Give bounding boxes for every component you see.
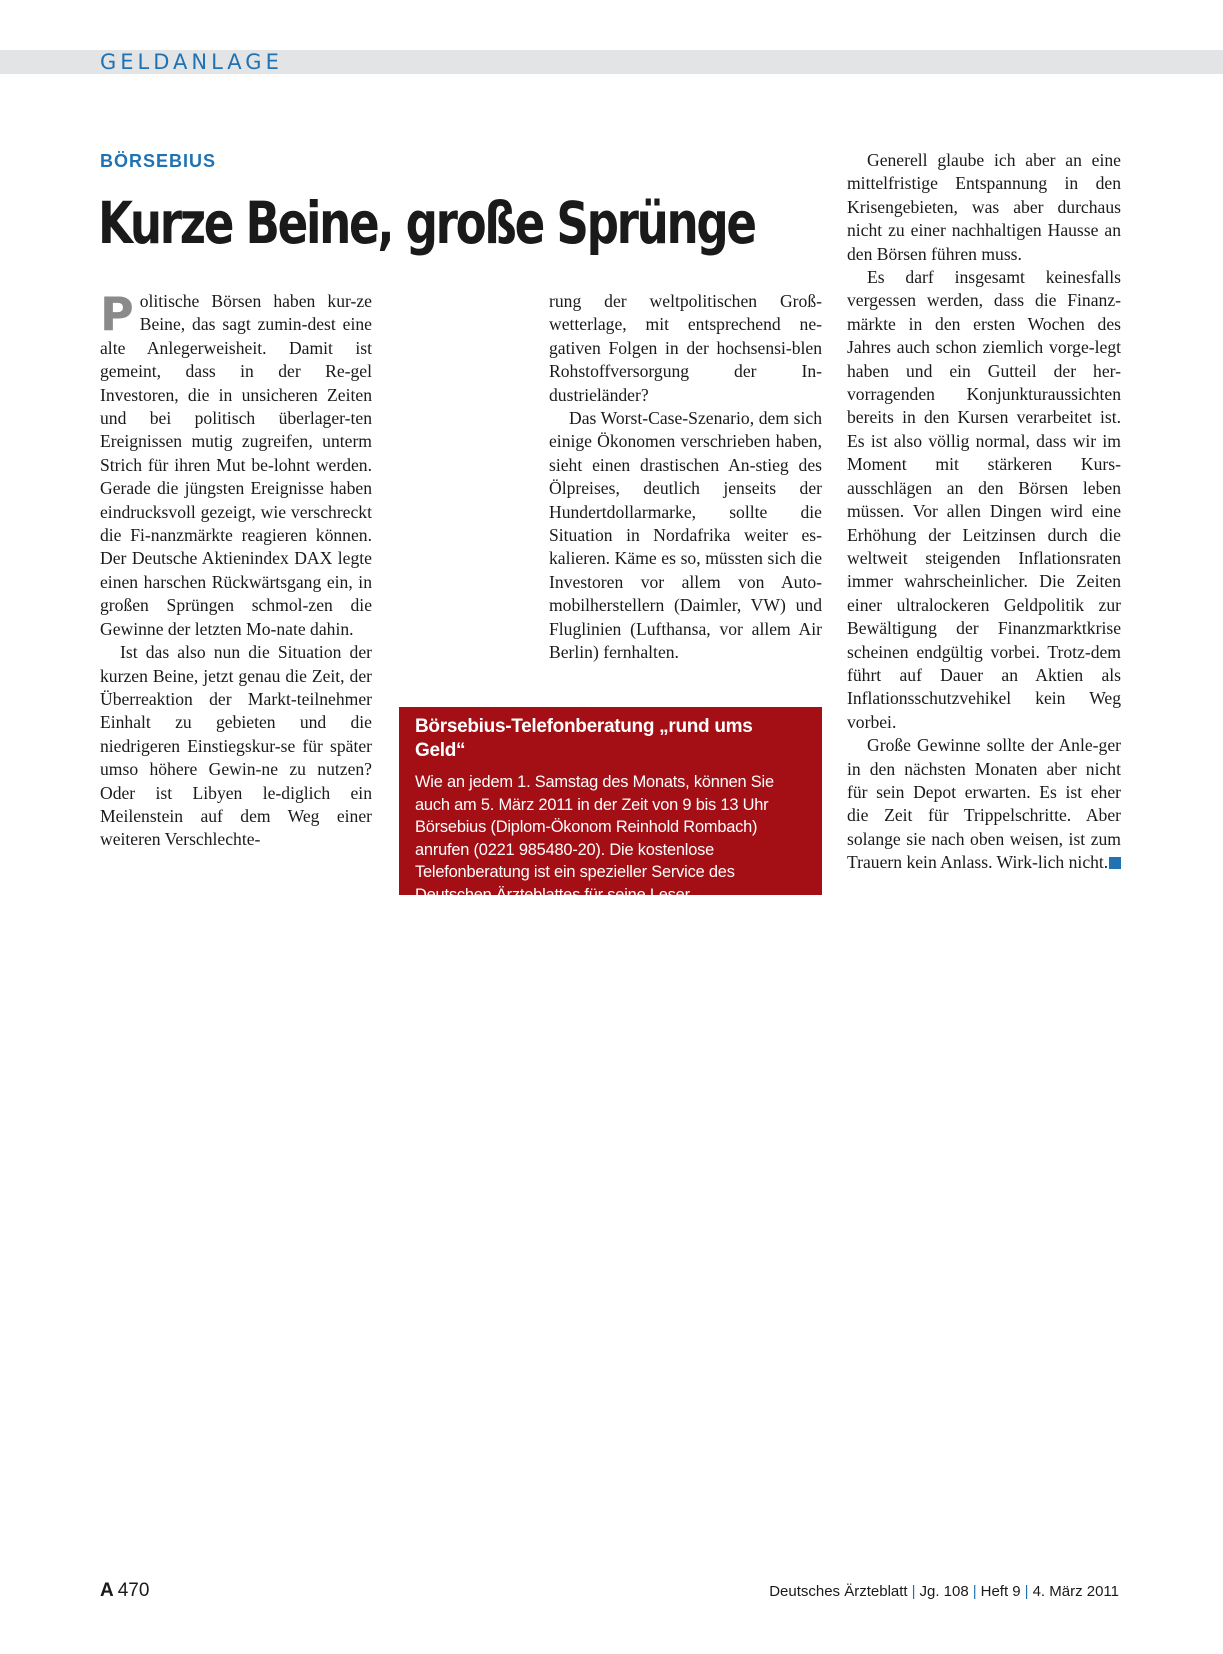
info-box-body: Wie an jedem 1. Samstag des Monats, können Sie auch am 5. März 2011 in der Zeit von 9 bis 13 Uhr Börsebius (Diplom-Ökonom Reinhold Rombach) anrufen (0221 985480-20). Die kostenlose Telefonberatung ist ein spezieller Service des Deutschen Ärzteblattes für seine Leser. xyxy=(415,773,774,904)
paragraph-text: Große Gewinne sollte der Anle-ger in den nächsten Monaten aber nicht für sein Depot erwarten. Es ist eher die Zeit für Trippelschritte. Aber solange sie nach oben weisen, ist zum Trauern kein Anlass. Wirk-lich nicht. xyxy=(847,735,1121,873)
info-box xyxy=(399,707,822,904)
page-number xyxy=(100,1580,149,1602)
journal-issue: Heft 9 xyxy=(980,1583,1021,1600)
section-rubric: GELDANLAGE xyxy=(100,50,283,74)
info-box-title: Börsebius-Telefonberatung „rund ums Geld“ xyxy=(415,716,753,761)
separator: | xyxy=(972,1583,977,1600)
paragraph: Das Worst-Case-Szenario, dem sich einige Ökonomen verschrieben haben, sieht einen drastischen An-stieg des Ölpreises, deutlich jenseits der Hundertdollarmarke, sollte die Situation in Nordafrika weiter es-kalieren. Käme es so, müssten sich die Investoren vor allem von Auto-mobilherstellern (Daimler, VW) und Fluglinien (Lufthansa, vor allem Air Berlin) fernhalten. xyxy=(549,408,822,663)
paragraph xyxy=(100,287,372,641)
journal-volume: Jg. 108 xyxy=(919,1583,969,1600)
journal-footer xyxy=(769,1583,1119,1600)
headline: Kurze Beine, große Sprünge xyxy=(98,189,755,257)
paragraph: rung der weltpolitischen Groß-wetterlage, mit entsprechend ne-gativen Folgen in der hochsensi-blen Rohstoffversorgung der In-dustrieländer? xyxy=(549,291,822,405)
drop-cap: P xyxy=(100,287,134,341)
kicker: BÖRSEBIUS xyxy=(100,151,217,171)
paragraph: Generell glaube ich aber an eine mittelfristige Entspannung in den Krisengebieten, was aber durchaus nicht zu einer nachhaltigen Hausse an den Börsen führen muss. xyxy=(847,150,1121,264)
page-prefix: A xyxy=(100,1580,114,1601)
paragraph: Es darf insgesamt keinesfalls vergessen werden, dass die Finanz-märkte in den ersten Wochen des Jahres auch schon ziemlich vorge-legt haben und ein Gutteil der her-vorragenden Konjunkturaussichten bereits in den Kursen verarbeitet ist. Es ist also völlig normal, dass wir im Moment mit stärkeren Kurs-ausschlägen an den Börsen leben müssen. Vor allen Dingen wird eine Erhöhung der Leitzinsen durch die weltweit steigenden Inflationsraten immer wahrscheinlicher. Die Zeiten einer ultralockeren Geldpolitik zur Bewältigung der Finanzmarktkrise scheinen endgültig vorbei. Trotz-dem führt auf Dauer an Aktien als Inflationsschutzvehikel kein Weg vorbei. xyxy=(847,267,1121,732)
separator: | xyxy=(1024,1583,1029,1600)
paragraph: Ist das also nun die Situation der kurzen Beine, jetzt genau die Zeit, der Überreaktion der Markt-teilnehmer Einhalt zu gebieten und die niedrigeren Einstiegskur-se für später umso höhere Gewin-ne zu nutzen? Oder ist Libyen le-diglich ein Meilenstein auf dem Weg einer weiteren Verschlechte- xyxy=(100,642,372,850)
article-column-1 xyxy=(100,287,372,852)
paragraph-text: olitische Börsen haben kur-ze Beine, das sagt zumin-dest eine alte Anlegerweisheit. Damit ist gemeint, dass in der Re-gel Investoren, die in unsicheren Zeiten und bei politisch überlager-ten Ereignissen mutig zugreifen, unterm Strich für ihren Mut be-lohnt werden. Gerade die jüngsten Ereignisse haben eindrucksvoll gezeigt, wie verschreckt die Fi-nanzmärkte reagieren können. Der Deutsche Aktienindex DAX legte einen harschen Rückwärtsgang ein, in großen Sprüngen schmol-zen die Gewinne der letzten Mo-nate dahin. xyxy=(100,291,372,639)
page-number-value: 470 xyxy=(117,1580,150,1601)
journal-name: Deutsches Ärzteblatt xyxy=(769,1583,908,1600)
separator: | xyxy=(911,1583,916,1600)
end-mark-icon xyxy=(1109,857,1121,869)
article-column-2 xyxy=(549,290,822,665)
article-column-3 xyxy=(847,149,1121,875)
journal-date: 4. März 2011 xyxy=(1032,1583,1119,1600)
paragraph xyxy=(847,734,1121,874)
